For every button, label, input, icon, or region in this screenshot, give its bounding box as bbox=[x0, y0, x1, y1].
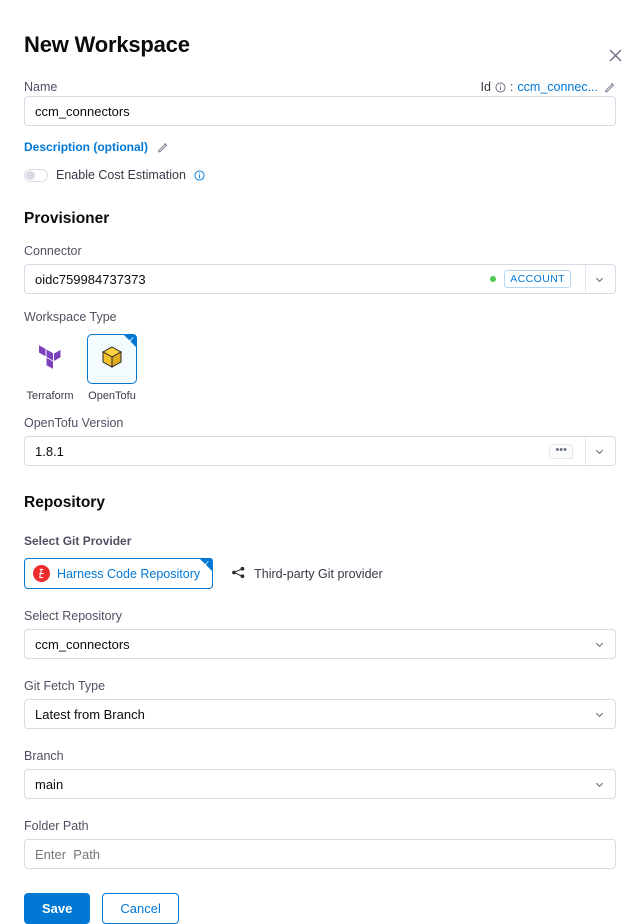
harness-icon bbox=[33, 565, 50, 582]
git-fetch-type-value: Latest from Branch bbox=[35, 706, 145, 722]
opentofu-icon bbox=[99, 344, 125, 375]
workspace-type-options bbox=[24, 334, 616, 402]
info-icon[interactable] bbox=[194, 170, 205, 181]
pencil-icon[interactable] bbox=[157, 141, 169, 153]
chevron-down-icon[interactable] bbox=[594, 779, 605, 790]
folder-path-label: Folder Path bbox=[24, 819, 89, 833]
chevron-down-icon[interactable] bbox=[585, 265, 605, 293]
opentofu-version-value: 1.8.1 bbox=[35, 443, 64, 459]
repository-section-title: Repository bbox=[24, 494, 105, 511]
cost-estimation-row[interactable] bbox=[24, 168, 616, 182]
opentofu-card[interactable] bbox=[87, 334, 137, 384]
status-badge: ACCOUNT bbox=[504, 270, 571, 288]
git-icon bbox=[231, 565, 246, 583]
folder-path-input[interactable] bbox=[24, 839, 616, 869]
new-workspace-dialog bbox=[0, 32, 640, 916]
connector-select[interactable] bbox=[24, 264, 616, 294]
cost-estimation-toggle[interactable] bbox=[24, 169, 48, 182]
provisioner-section-title: Provisioner bbox=[24, 210, 110, 227]
workspace-id-group bbox=[480, 80, 616, 94]
select-repository-dropdown[interactable] bbox=[24, 629, 616, 659]
status-dot-icon bbox=[490, 276, 496, 282]
workspace-type-opentofu[interactable] bbox=[86, 334, 138, 402]
provider-third-party[interactable] bbox=[231, 565, 383, 583]
provider-third-party-label: Third-party Git provider bbox=[254, 566, 383, 581]
terraform-card[interactable] bbox=[25, 334, 75, 384]
info-icon[interactable] bbox=[495, 82, 506, 93]
description-row[interactable] bbox=[24, 140, 616, 154]
save-button[interactable]: Save bbox=[24, 893, 90, 924]
opentofu-version-select[interactable] bbox=[24, 436, 616, 466]
git-fetch-type-dropdown[interactable] bbox=[24, 699, 616, 729]
connector-value: oidc759984737373 bbox=[35, 271, 146, 287]
git-provider-options bbox=[24, 558, 616, 589]
git-provider-label: Select Git Provider bbox=[24, 534, 132, 548]
check-icon: ✓ bbox=[203, 559, 211, 568]
id-separator: : bbox=[509, 80, 514, 94]
git-fetch-type-label: Git Fetch Type bbox=[24, 679, 106, 693]
terraform-label: Terraform bbox=[26, 390, 74, 402]
dialog-footer bbox=[24, 893, 616, 924]
check-icon: ✓ bbox=[128, 335, 135, 344]
branch-label: Branch bbox=[24, 749, 64, 763]
branch-value: main bbox=[35, 776, 64, 792]
provider-harness-code[interactable] bbox=[24, 558, 213, 589]
cost-estimation-label: Enable Cost Estimation bbox=[56, 168, 186, 182]
opentofu-version-label: OpenTofu Version bbox=[24, 416, 124, 430]
terraform-icon bbox=[37, 343, 63, 376]
name-label: Name bbox=[24, 80, 58, 94]
chevron-down-icon[interactable] bbox=[585, 437, 605, 465]
chevron-down-icon[interactable] bbox=[594, 639, 605, 650]
workspace-type-terraform[interactable] bbox=[24, 334, 76, 402]
provider-harness-label: Harness Code Repository bbox=[57, 566, 201, 581]
pencil-icon[interactable] bbox=[604, 81, 616, 93]
select-repository-value: ccm_connectors bbox=[35, 636, 130, 652]
select-repository-label: Select Repository bbox=[24, 609, 122, 623]
name-input[interactable]: ccm_connectors bbox=[24, 96, 616, 126]
branch-dropdown[interactable] bbox=[24, 769, 616, 799]
page-title: New Workspace bbox=[24, 32, 190, 57]
close-icon[interactable] bbox=[602, 42, 628, 68]
chevron-down-icon[interactable] bbox=[594, 709, 605, 720]
more-options-icon[interactable]: ••• bbox=[549, 444, 573, 459]
opentofu-label: OpenTofu bbox=[88, 390, 136, 402]
name-field-header bbox=[24, 80, 616, 94]
cancel-button[interactable]: Cancel bbox=[102, 893, 178, 924]
id-value[interactable]: ccm_connec... bbox=[517, 80, 598, 94]
connector-label: Connector bbox=[24, 244, 82, 258]
id-label: Id bbox=[480, 80, 491, 94]
description-label: Description (optional) bbox=[24, 140, 148, 154]
workspace-type-label: Workspace Type bbox=[24, 310, 117, 324]
